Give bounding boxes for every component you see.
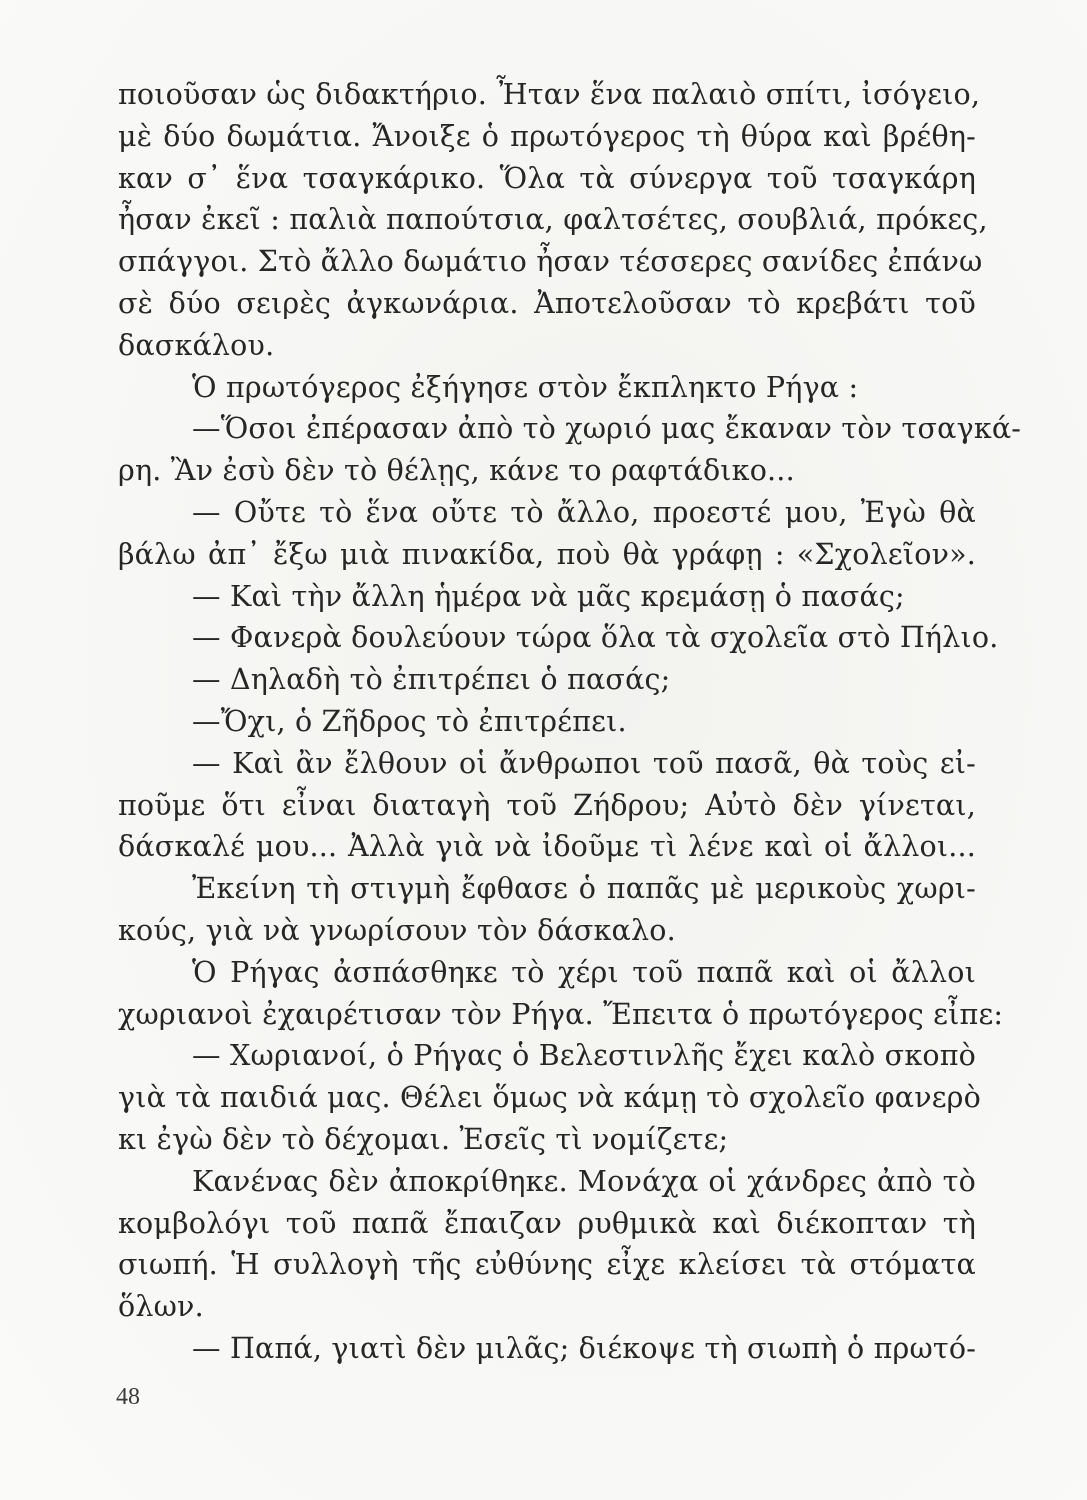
page-number: 48 <box>116 1384 140 1410</box>
text-line: σὲ δύο σειρὲς ἀγκωνάρια. Ἀποτελοῦσαν τὸ κρεβάτι τοῦ <box>118 286 976 320</box>
text-line: — Δηλαδὴ τὸ ἐπιτρέπει ὁ πασάς; <box>192 663 671 697</box>
text-line: — Φανερὰ δουλεύουν τώρα ὅλα τὰ σχολεῖα στὸ Πήλιο. <box>192 621 999 655</box>
text-line: —Ὄχι, ὁ Ζῆδρος τὸ ἐπιτρέπει. <box>192 704 627 738</box>
text-line: ποιοῦσαν ὡς διδακτήριο. Ἦταν ἕνα παλαιὸ σπίτι, ἰσόγειο, <box>118 78 981 111</box>
text-line: κομβολόγι τοῦ παπᾶ ἔπαιζαν ρυθμικὰ καὶ διέκοπταν τὴ <box>118 1206 976 1240</box>
text-line: κι ἐγὼ δὲν τὸ δέχομαι. Ἐσεῖς τὶ νομίζετε; <box>118 1122 729 1156</box>
text-line: καν σ᾿ ἕνα τσαγκάρικο. Ὅλα τὰ σύνεργα τοῦ τσαγκάρη <box>118 161 976 195</box>
text-line: ὅλων. <box>118 1290 204 1324</box>
text-line: — Οὔτε τὸ ἕνα οὔτε τὸ ἄλλο, προεστέ μου, Ἐγὼ θὰ <box>192 495 976 529</box>
text-line: — Καὶ ἂν ἔλθουν οἱ ἄνθρωποι τοῦ πασᾶ, θὰ τοὺς εἰ- <box>192 746 976 780</box>
text-line: σιωπή. Ἡ συλλογὴ τῆς εὐθύνης εἶχε κλείσει τὰ στόματα <box>118 1248 976 1282</box>
text-line: γιὰ τὰ παιδιά μας. Θέλει ὅμως νὰ κάμῃ τὸ σχολεῖο φανερὸ <box>118 1081 981 1115</box>
text-line: σπάγγοι. Στὸ ἄλλο δωμάτιο ἦσαν τέσσερες σανίδες ἐπάνω <box>118 245 983 279</box>
text-line: κούς, γιὰ νὰ γνωρίσουν τὸν δάσκαλο. <box>118 913 676 947</box>
text-line: μὲ δύο δωμάτια. Ἄνοιξε ὁ πρωτόγερος τὴ θύρα καὶ βρέθη- <box>118 119 976 153</box>
text-line: χωριανοὶ ἐχαιρέτισαν τὸν Ρήγα. Ἔπειτα ὁ πρωτόγερος εἶπε: <box>118 997 1004 1031</box>
text-line: δάσκαλέ μου... Ἀλλὰ γιὰ νὰ ἰδοῦμε τὶ λένε καὶ οἱ ἄλλοι... <box>118 830 976 864</box>
text-line: Ὁ πρωτόγερος ἐξήγησε στὸν ἔκπληκτο Ρήγα : <box>192 370 859 404</box>
text-line: — Παπά, γιατὶ δὲν μιλᾶς; διέκοψε τὴ σιωπὴ ὁ πρωτό- <box>192 1331 977 1365</box>
text-line: Ὁ Ρήγας ἀσπάσθηκε τὸ χέρι τοῦ παπᾶ καὶ οἱ ἄλλοι <box>192 955 976 989</box>
text-line: — Καὶ τὴν ἄλλη ἡμέρα νὰ μᾶς κρεμάσῃ ὁ πασάς; <box>192 579 905 613</box>
text-line: ρη. Ἂν ἐσὺ δὲν τὸ θέλῃς, κάνε το ραφτάδικο... <box>118 454 795 488</box>
text-line: — Χωριανοί, ὁ Ρήγας ὁ Βελεστινλῆς ἔχει καλὸ σκοπὸ <box>192 1039 976 1073</box>
text-line: ἦσαν ἐκεῖ : παλιὰ παπούτσια, φαλτσέτες, σουβλιά, πρόκες, <box>118 203 988 237</box>
body-text <box>118 74 1022 1370</box>
text-line: Κανένας δὲν ἀποκρίθηκε. Μονάχα οἱ χάνδρες ἀπὸ τὸ <box>192 1164 976 1198</box>
text-line: —Ὅσοι ἐπέρασαν ἀπὸ τὸ χωριό μας ἔκαναν τὸν τσαγκά- <box>192 412 1022 446</box>
text-line: Ἐκείνη τὴ στιγμὴ ἔφθασε ὁ παπᾶς μὲ μερικοὺς χωρι- <box>192 872 976 906</box>
text-line: βάλω ἀπ᾿ ἔξω μιὰ πινακίδα, ποὺ θὰ γράφῃ : «Σχολεῖον». <box>118 537 976 571</box>
text-line: δασκάλου. <box>118 328 275 362</box>
text-line: ποῦμε ὅτι εἶναι διαταγὴ τοῦ Ζήδρου; Αὐτὸ δὲν γίνεται, <box>118 788 976 822</box>
